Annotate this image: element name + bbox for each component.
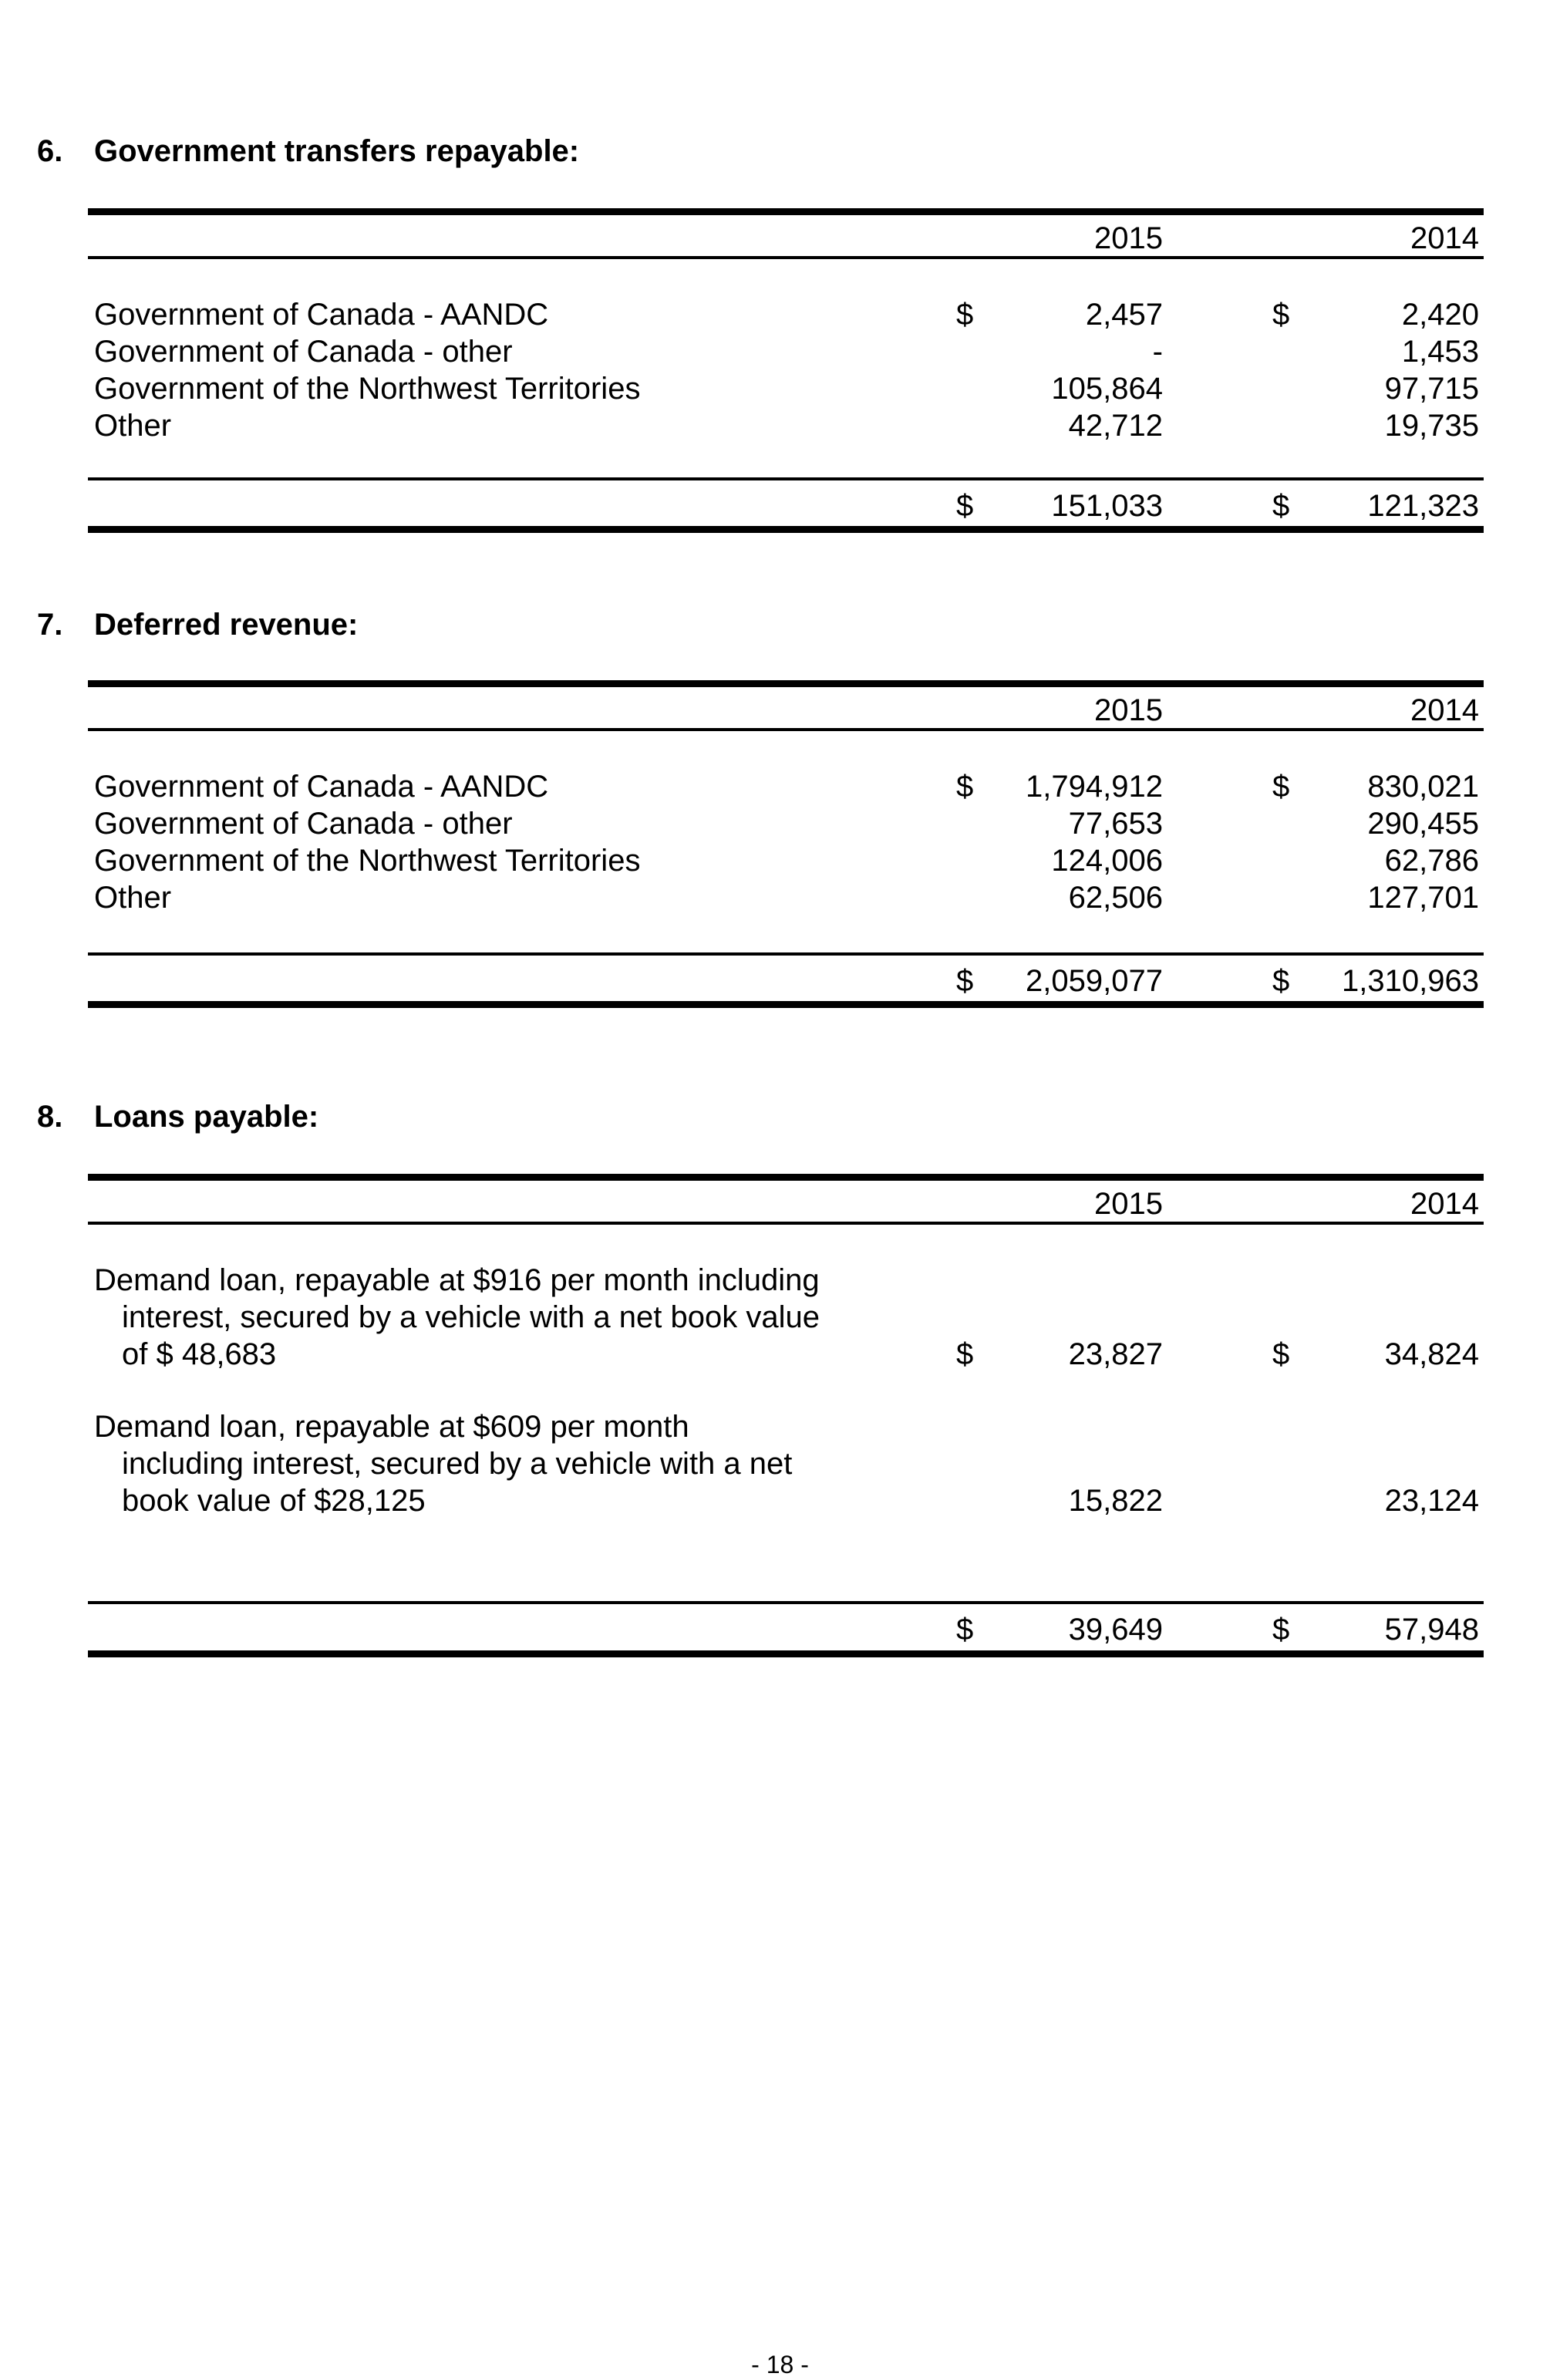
value-2014: 19,735 xyxy=(1384,409,1479,443)
note-title: Loans payable: xyxy=(94,1100,319,1134)
loan-description-line: book value of $28,125 xyxy=(122,1484,426,1518)
row-label: Government of Canada - other xyxy=(94,807,513,841)
row-label: Other xyxy=(94,409,172,443)
note-number: 8. xyxy=(37,1100,63,1134)
dollar-sign: $ xyxy=(956,1337,974,1371)
column-header-2015: 2015 xyxy=(1094,1187,1163,1221)
total-top-rule xyxy=(88,477,1484,480)
value-2015: 62,506 xyxy=(1068,881,1163,915)
row-label: Government of Canada - AANDC xyxy=(94,298,549,332)
table-top-rule xyxy=(88,1174,1484,1181)
row-label: Other xyxy=(94,881,172,915)
total-bottom-rule xyxy=(88,1001,1484,1008)
loan-description-line: Demand loan, repayable at $916 per month including xyxy=(94,1263,820,1297)
table-top-rule xyxy=(88,208,1484,215)
column-header-2014: 2014 xyxy=(1410,693,1479,727)
total-2015: 39,649 xyxy=(1068,1613,1163,1647)
total-2014: 121,323 xyxy=(1367,489,1479,523)
value-2014: 2,420 xyxy=(1401,298,1479,332)
dollar-sign: $ xyxy=(956,1613,974,1647)
value-2015: 15,822 xyxy=(1068,1484,1163,1518)
value-2014: 1,453 xyxy=(1401,335,1479,369)
value-2014: 23,124 xyxy=(1384,1484,1479,1518)
column-header-2015: 2015 xyxy=(1094,693,1163,727)
dollar-sign: $ xyxy=(1272,1613,1290,1647)
column-header-2014: 2014 xyxy=(1410,221,1479,255)
header-bottom-rule xyxy=(88,728,1484,731)
dollar-sign: $ xyxy=(956,964,974,998)
total-2015: 2,059,077 xyxy=(1026,964,1163,998)
value-2014: 290,455 xyxy=(1367,807,1479,841)
loan-description-line: including interest, secured by a vehicle with a net xyxy=(122,1447,793,1481)
column-header-2014: 2014 xyxy=(1410,1187,1479,1221)
dollar-sign: $ xyxy=(1272,298,1290,332)
value-2014: 34,824 xyxy=(1384,1337,1479,1371)
dollar-sign: $ xyxy=(1272,964,1290,998)
value-2014: 830,021 xyxy=(1367,770,1479,804)
value-2015: 1,794,912 xyxy=(1026,770,1163,804)
dollar-sign: $ xyxy=(1272,489,1290,523)
value-2015: - xyxy=(1152,335,1163,369)
value-2015: 105,864 xyxy=(1051,372,1163,406)
value-2015: 77,653 xyxy=(1068,807,1163,841)
total-2014: 1,310,963 xyxy=(1342,964,1479,998)
value-2014: 97,715 xyxy=(1384,372,1479,406)
header-bottom-rule xyxy=(88,256,1484,259)
value-2015: 23,827 xyxy=(1068,1337,1163,1371)
header-bottom-rule xyxy=(88,1222,1484,1225)
note-number: 7. xyxy=(37,608,63,642)
dollar-sign: $ xyxy=(956,770,974,804)
value-2014: 127,701 xyxy=(1367,881,1479,915)
note-title: Government transfers repayable: xyxy=(94,134,580,168)
value-2015: 124,006 xyxy=(1051,844,1163,878)
total-2014: 57,948 xyxy=(1384,1613,1479,1647)
total-bottom-rule xyxy=(88,1650,1484,1657)
row-label: Government of the Northwest Territories xyxy=(94,372,641,406)
total-2015: 151,033 xyxy=(1051,489,1163,523)
value-2014: 62,786 xyxy=(1384,844,1479,878)
page-number: - 18 - xyxy=(751,2351,809,2378)
dollar-sign: $ xyxy=(1272,770,1290,804)
loan-description-line: of $ 48,683 xyxy=(122,1337,277,1371)
total-bottom-rule xyxy=(88,526,1484,533)
row-label: Government of Canada - other xyxy=(94,335,513,369)
total-top-rule xyxy=(88,1601,1484,1604)
row-label: Government of the Northwest Territories xyxy=(94,844,641,878)
dollar-sign: $ xyxy=(956,489,974,523)
loan-description-line: Demand loan, repayable at $609 per month xyxy=(94,1410,689,1444)
value-2015: 2,457 xyxy=(1085,298,1163,332)
note-number: 6. xyxy=(37,134,63,168)
column-header-2015: 2015 xyxy=(1094,221,1163,255)
value-2015: 42,712 xyxy=(1068,409,1163,443)
dollar-sign: $ xyxy=(956,298,974,332)
table-top-rule xyxy=(88,680,1484,687)
dollar-sign: $ xyxy=(1272,1337,1290,1371)
loan-description-line: interest, secured by a vehicle with a net book value xyxy=(122,1300,820,1334)
note-title: Deferred revenue: xyxy=(94,608,359,642)
row-label: Government of Canada - AANDC xyxy=(94,770,549,804)
total-top-rule xyxy=(88,952,1484,956)
